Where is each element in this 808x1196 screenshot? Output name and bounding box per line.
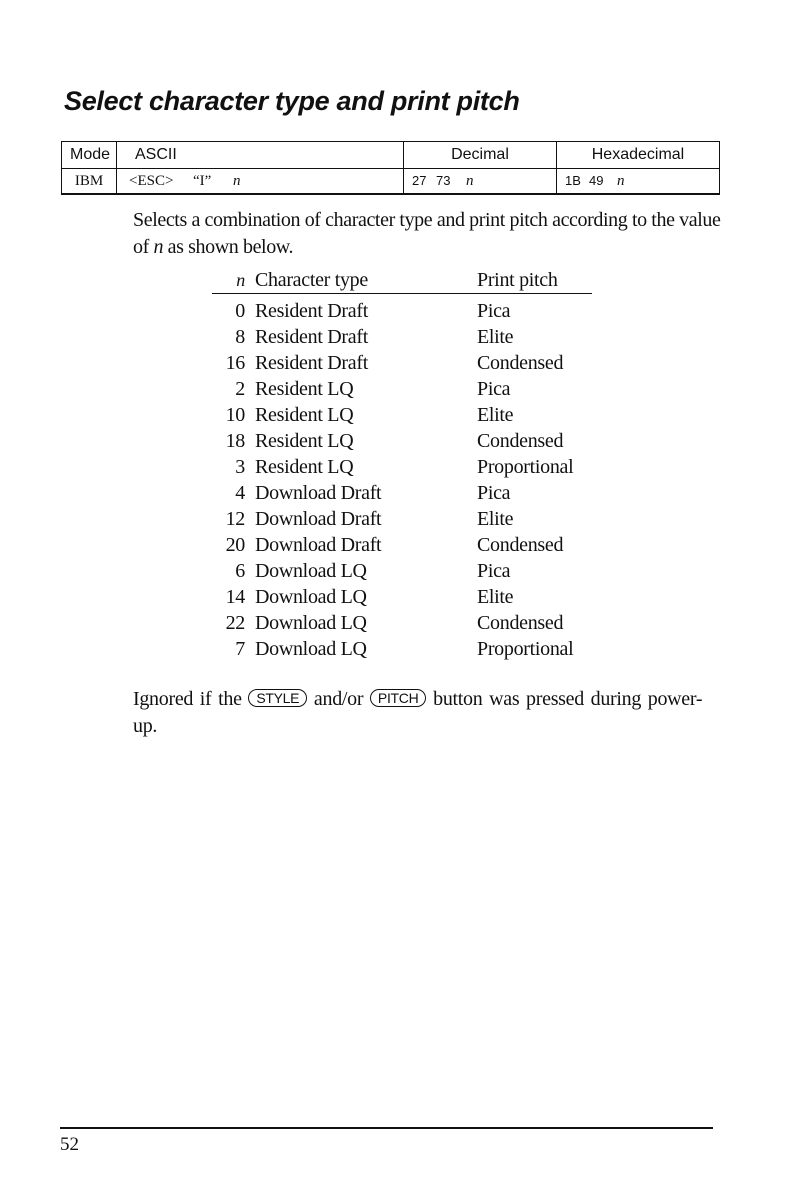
ibm-mode: IBM <box>62 169 117 195</box>
table-row <box>212 350 592 376</box>
table-row <box>212 454 592 480</box>
row-n: 16 <box>225 352 245 374</box>
header-mode: Mode <box>62 142 117 169</box>
pitch-table <box>212 267 592 662</box>
row-n: 8 <box>235 326 245 348</box>
row-print-pitch: Condensed <box>477 534 564 556</box>
row-print-pitch: Condensed <box>477 430 564 452</box>
row-character-type: Resident LQ <box>255 404 354 426</box>
row-character-type: Download Draft <box>255 508 382 530</box>
row-character-type: Download LQ <box>255 560 367 582</box>
row-character-type: Resident LQ <box>255 430 354 452</box>
table-row <box>212 584 592 610</box>
table-row <box>212 636 592 662</box>
ibm-dec-n: n <box>466 172 474 189</box>
row-n: 10 <box>225 404 245 426</box>
row-n: 22 <box>225 612 245 634</box>
row-character-type: Resident Draft <box>255 326 368 348</box>
table-row <box>212 480 592 506</box>
row-print-pitch: Elite <box>477 508 514 530</box>
table-row <box>212 610 592 636</box>
row-character-type: Download Draft <box>255 534 382 556</box>
row-print-pitch: Pica <box>477 560 511 582</box>
ibm-ascii-esc: <ESC> <box>129 172 174 189</box>
pitch-button-label: PITCH <box>370 689 427 707</box>
note-part2: and/or <box>307 688 370 710</box>
row-print-pitch: Elite <box>477 404 514 426</box>
row-n: 18 <box>225 430 245 452</box>
style-button-label: STYLE <box>248 689 307 707</box>
table-row <box>212 298 592 324</box>
row-print-pitch: Pica <box>477 378 511 400</box>
header-ascii <box>117 142 404 169</box>
page-title: Select character type and print pitch <box>64 86 520 116</box>
row-character-type: Download LQ <box>255 612 367 634</box>
row-print-pitch: Condensed <box>477 612 564 634</box>
row-character-type: Resident Draft <box>255 352 368 374</box>
row-print-pitch: Pica <box>477 482 511 504</box>
table-row <box>212 558 592 584</box>
ibm-ascii-n: n <box>233 172 241 189</box>
row-n: 0 <box>235 300 245 322</box>
row-character-type: Download Draft <box>255 482 382 504</box>
row-print-pitch: Elite <box>477 586 514 608</box>
row-print-pitch: Pica <box>477 300 511 322</box>
footer-rule <box>60 1127 713 1129</box>
row-print-pitch: Proportional <box>477 638 574 660</box>
table-row <box>212 402 592 428</box>
header-ascii-label: ASCII <box>135 146 177 163</box>
row-character-type: Resident Draft <box>255 300 368 322</box>
ibm-decimal <box>404 169 557 195</box>
page-number: 52 <box>60 1134 79 1155</box>
row-print-pitch: Elite <box>477 326 514 348</box>
command-table-header-row <box>62 142 720 169</box>
row-n: 2 <box>235 378 245 400</box>
header-n: n <box>236 270 245 290</box>
row-character-type: Resident LQ <box>255 456 354 478</box>
header-print-pitch: Print pitch <box>477 269 558 291</box>
note-part3: button was pressed during power-up. <box>133 688 703 737</box>
header-character-type: Character type <box>255 269 368 291</box>
table-row <box>212 376 592 402</box>
command-table-ibm-row <box>62 169 720 195</box>
row-n: 12 <box>225 508 245 530</box>
pitch-table-body <box>212 298 592 662</box>
table-row <box>212 506 592 532</box>
table-row <box>212 324 592 350</box>
row-print-pitch: Condensed <box>477 352 564 374</box>
description-n: n <box>153 236 164 258</box>
row-character-type: Resident LQ <box>255 378 354 400</box>
row-character-type: Download LQ <box>255 586 367 608</box>
command-table <box>61 141 720 195</box>
row-n: 7 <box>235 638 245 660</box>
ibm-hex-1: 1B <box>565 172 581 188</box>
ibm-ascii-char: “I” <box>193 172 212 189</box>
ibm-hex-2: 49 <box>589 172 604 188</box>
ibm-ascii <box>117 169 404 195</box>
row-n: 20 <box>225 534 245 556</box>
ibm-hex <box>557 169 720 195</box>
note-part1: Ignored if the <box>133 688 249 710</box>
row-n: 6 <box>235 560 245 582</box>
ibm-dec-2: 73 <box>436 172 451 188</box>
description <box>133 207 723 261</box>
row-character-type: Download LQ <box>255 638 367 660</box>
row-print-pitch: Proportional <box>477 456 574 478</box>
description-part1: Selects a combination of character type and print pitch according to the value of <box>133 209 721 258</box>
power-up-note <box>133 686 723 740</box>
description-part2: as shown below. <box>163 236 294 258</box>
header-decimal: Decimal <box>404 142 557 169</box>
ibm-hex-n: n <box>617 172 625 189</box>
table-row <box>212 428 592 454</box>
row-n: 14 <box>225 586 245 608</box>
row-n: 4 <box>235 482 245 504</box>
header-hex: Hexadecimal <box>557 142 720 169</box>
ibm-dec-1: 27 <box>412 172 427 188</box>
table-row <box>212 532 592 558</box>
pitch-table-header <box>212 267 592 294</box>
row-n: 3 <box>235 456 245 478</box>
